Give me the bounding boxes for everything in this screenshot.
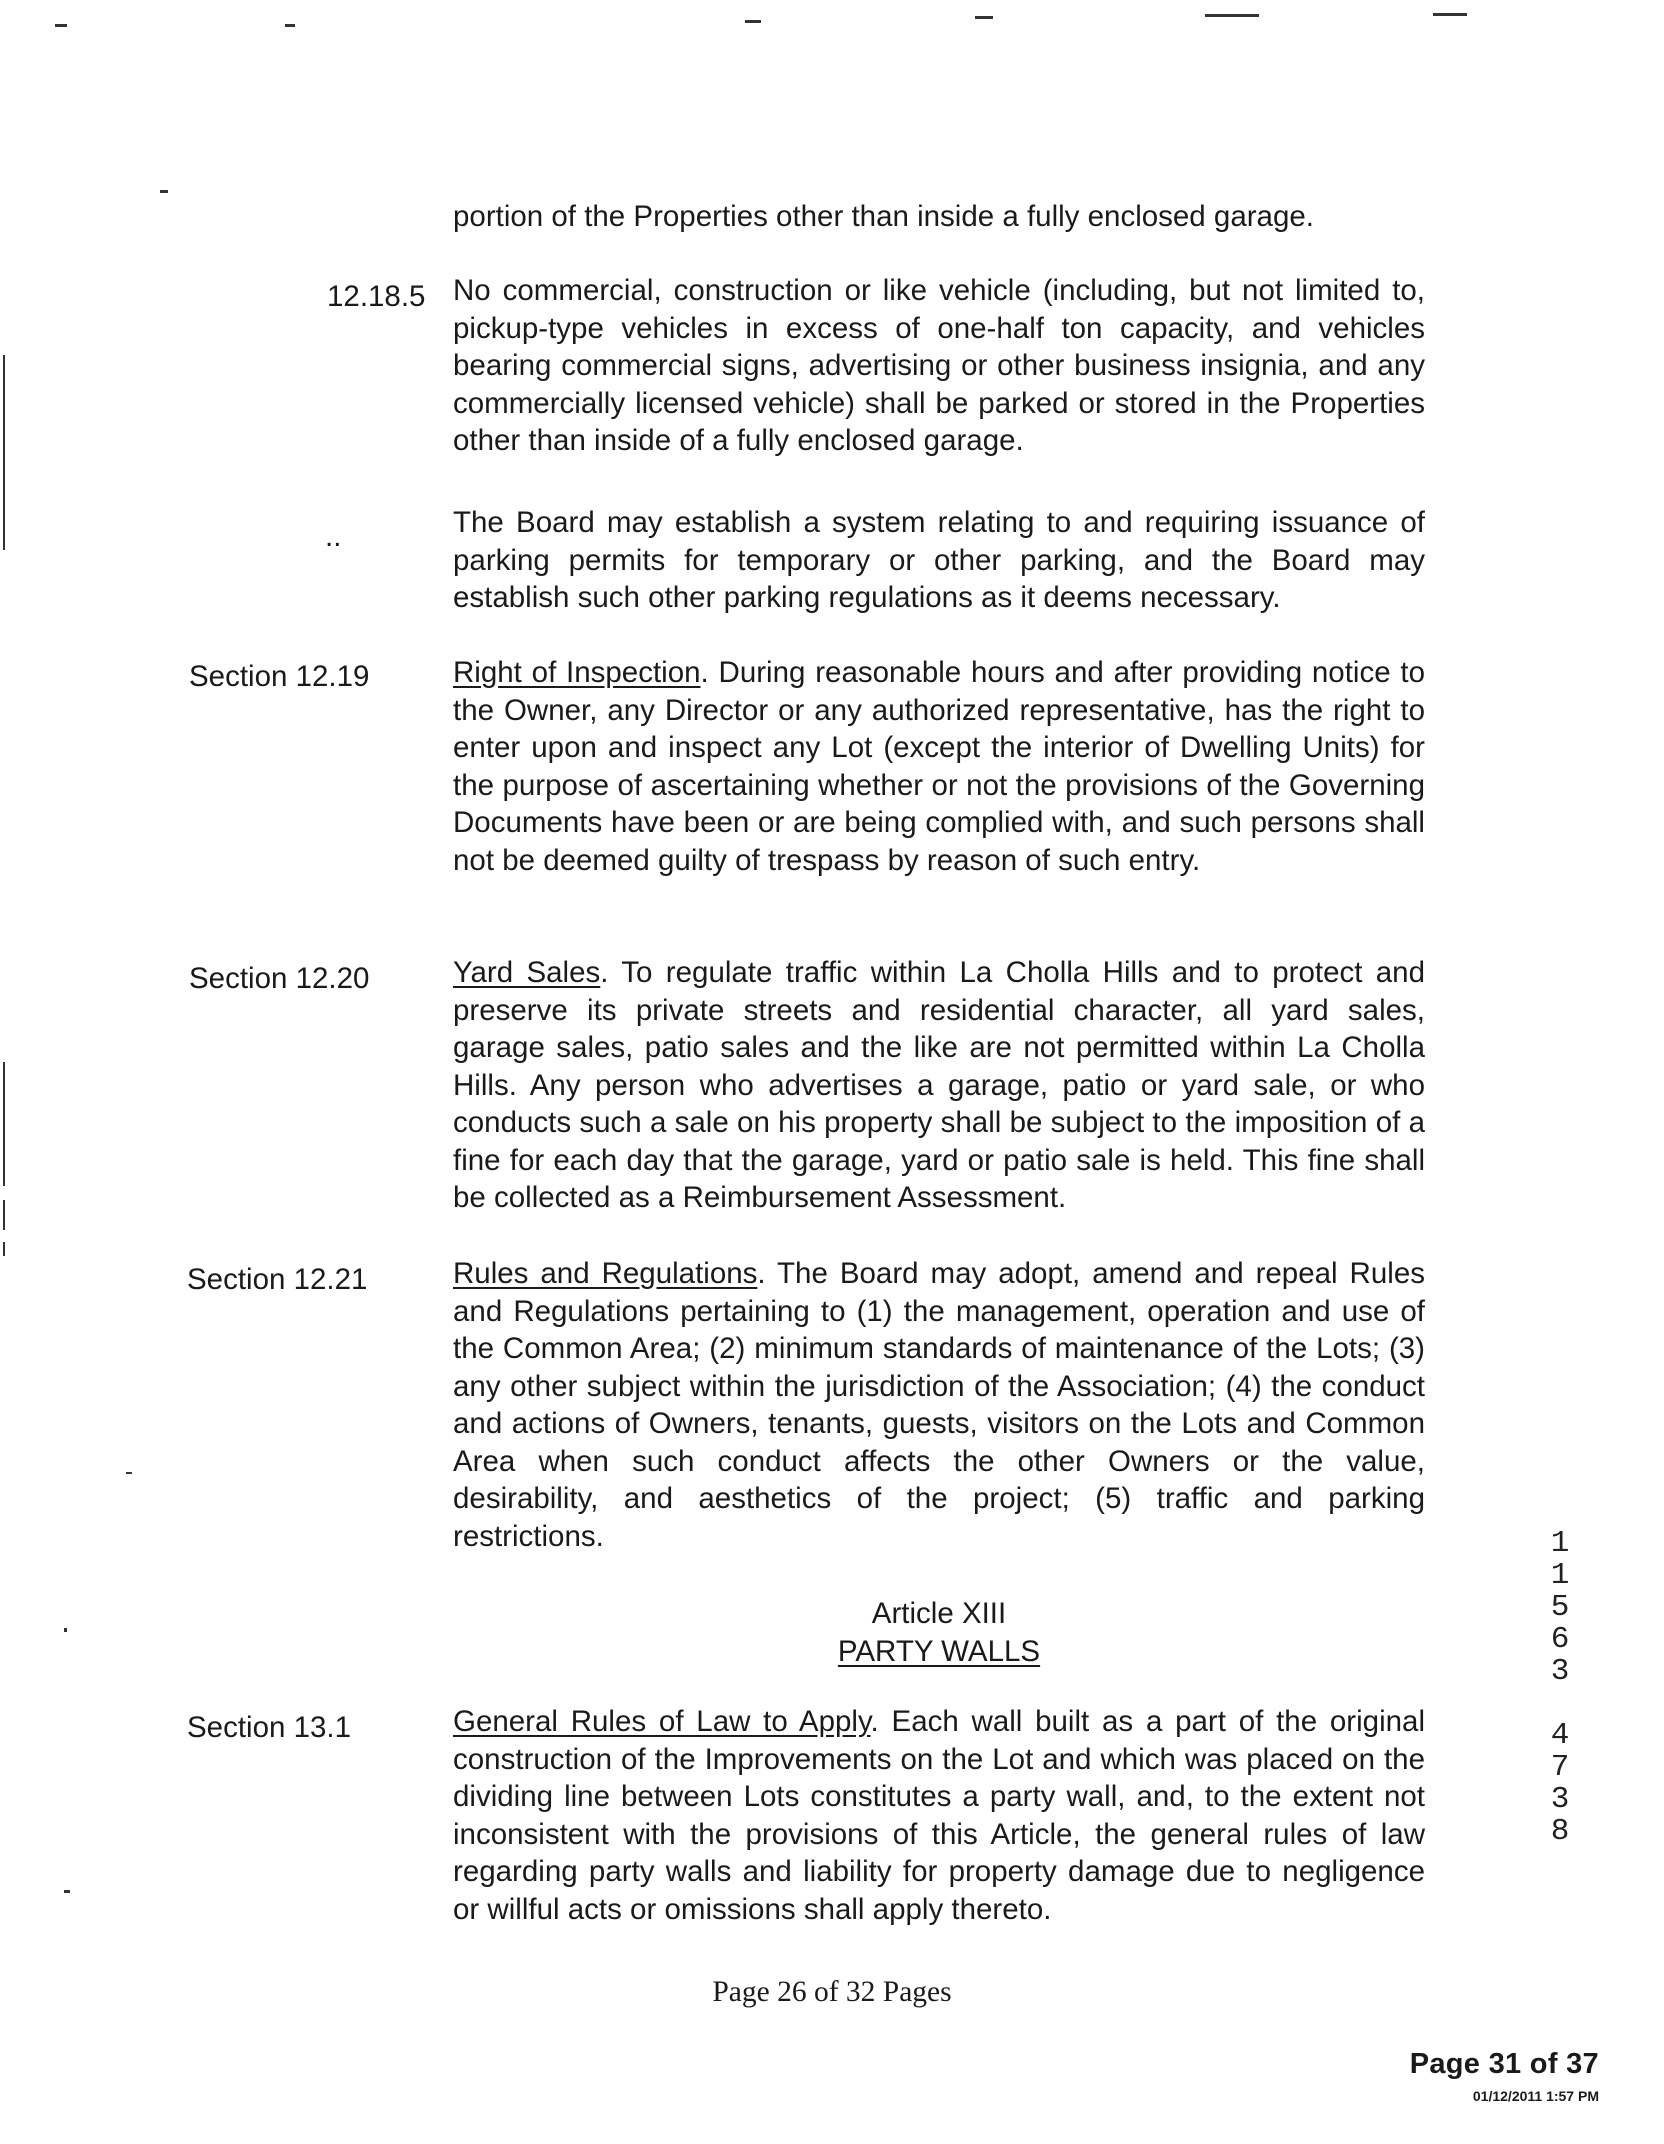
scan-mark — [126, 1472, 132, 1474]
item-text: The Board may establish a system relating to and requiring issuance of parking permits for temporary or other parking, and the Board may establish such other parking regulations as it deems necessary. — [453, 506, 1425, 614]
section-body: . During reasonable hours and after providing notice to the Owner, any Director or any authorized representative, has the right to enter upon and inspect any Lot (except the interior of Dwelling Units) for the purpose of ascertaining whether or not the provisions of the Governing Documents have been or are being complied with, and such persons shall not be deemed guilty of trespass by reason of such entry. — [453, 656, 1425, 877]
section-label: Section 12.21 — [187, 1263, 368, 1296]
scan-mark — [3, 1200, 5, 1230]
recording-timestamp: 01/12/2011 1:57 PM — [1472, 2088, 1599, 2104]
scan-mark — [975, 16, 993, 19]
scan-mark — [745, 20, 761, 23]
recording-digit: 1 — [1550, 1558, 1570, 1593]
section-text — [453, 1703, 1425, 1928]
item-label: 12.18.5 — [327, 280, 426, 313]
scan-mark — [3, 1062, 5, 1186]
page-footer: Page 26 of 32 Pages — [712, 1976, 952, 2008]
recording-digit — [1546, 1688, 1574, 1720]
section-text — [453, 1255, 1425, 1555]
scan-mark — [64, 1890, 70, 1893]
scan-mark — [1205, 14, 1259, 17]
scan-mark — [160, 190, 168, 193]
scan-mark — [64, 1628, 67, 1632]
section-heading: Rules and Regulations — [453, 1257, 758, 1290]
section-text — [453, 654, 1425, 879]
recording-digit: 3 — [1550, 1654, 1570, 1689]
recording-digit: 4 — [1550, 1718, 1570, 1753]
section-body: . The Board may adopt, amend and repeal Rules and Regulations pertaining to (1) the management, operation and use of the Common Area; (2) minimum standards of maintenance of the Lots; (3) any other subject within the jurisdiction of the Association; (4) the conduct and actions of Owners, tenants, guests, visitors on the Lots and Common Area when such conduct affects the other Owners or the value, desirability, and aesthetics of the project; (5) traffic and parking restrictions. — [453, 1257, 1425, 1553]
section-label: Section 12.19 — [189, 660, 370, 693]
recording-digit: 5 — [1550, 1590, 1570, 1625]
recording-digit: 6 — [1550, 1622, 1570, 1657]
section-label: Section 13.1 — [187, 1711, 352, 1744]
scan-mark — [3, 1242, 5, 1256]
recording-digit: 3 — [1550, 1782, 1570, 1817]
recording-digit: 7 — [1550, 1750, 1570, 1785]
item-label: .. — [325, 520, 342, 553]
recording-digit: 8 — [1550, 1814, 1570, 1849]
section-body: . To regulate traffic within La Cholla Hills and to protect and preserve its private streets and residential character, all yard sales, garage sales, patio sales and the like are not permitted within La Cholla Hills. Any person who advertises a garage, patio or yard sale, or who conducts such a sale on his property shall be subject to the imposition of a fine for each day that the garage, yard or patio sale is held. This fine shall be collected as a Reimbursement Assessment. — [453, 956, 1425, 1214]
scan-mark — [55, 24, 67, 27]
item-text: No commercial, construction or like vehicle (including, but not limited to, pickup-type vehicles in excess of one-half ton capacity, and vehicles bearing commercial signs, advertising or other business insignia, and any commercially licensed vehicle) shall be parked or stored in the Properties other than inside of a fully enclosed garage. — [453, 274, 1425, 457]
article-title-row — [453, 1633, 1425, 1671]
section-text — [453, 954, 1425, 1217]
scan-mark — [3, 355, 5, 550]
section-heading: General Rules of Law to Apply — [453, 1705, 871, 1738]
recording-digit: 1 — [1550, 1526, 1570, 1561]
recording-page-stamp: Page 31 of 37 — [1409, 2048, 1599, 2080]
section-heading: Right of Inspection — [453, 656, 701, 689]
scan-mark — [285, 24, 295, 27]
article-number: Article XIII — [871, 1597, 1007, 1630]
recording-number — [1546, 1528, 1574, 1848]
continuation-text: portion of the Properties other than inside a fully enclosed garage. — [453, 200, 1314, 233]
article-title: PARTY WALLS — [837, 1635, 1041, 1668]
section-heading: Yard Sales — [453, 956, 601, 989]
section-label: Section 12.20 — [189, 962, 370, 995]
scan-mark — [1433, 13, 1467, 16]
section-body: . Each wall built as a part of the original construction of the Improvements on the Lot and which was placed on the dividing line between Lots constitutes a party wall, and, to the extent not inconsistent with the provisions of this Article, the general rules of law regarding party walls and liability for property damage due to negligence or willful acts or omissions shall apply thereto. — [453, 1705, 1425, 1926]
